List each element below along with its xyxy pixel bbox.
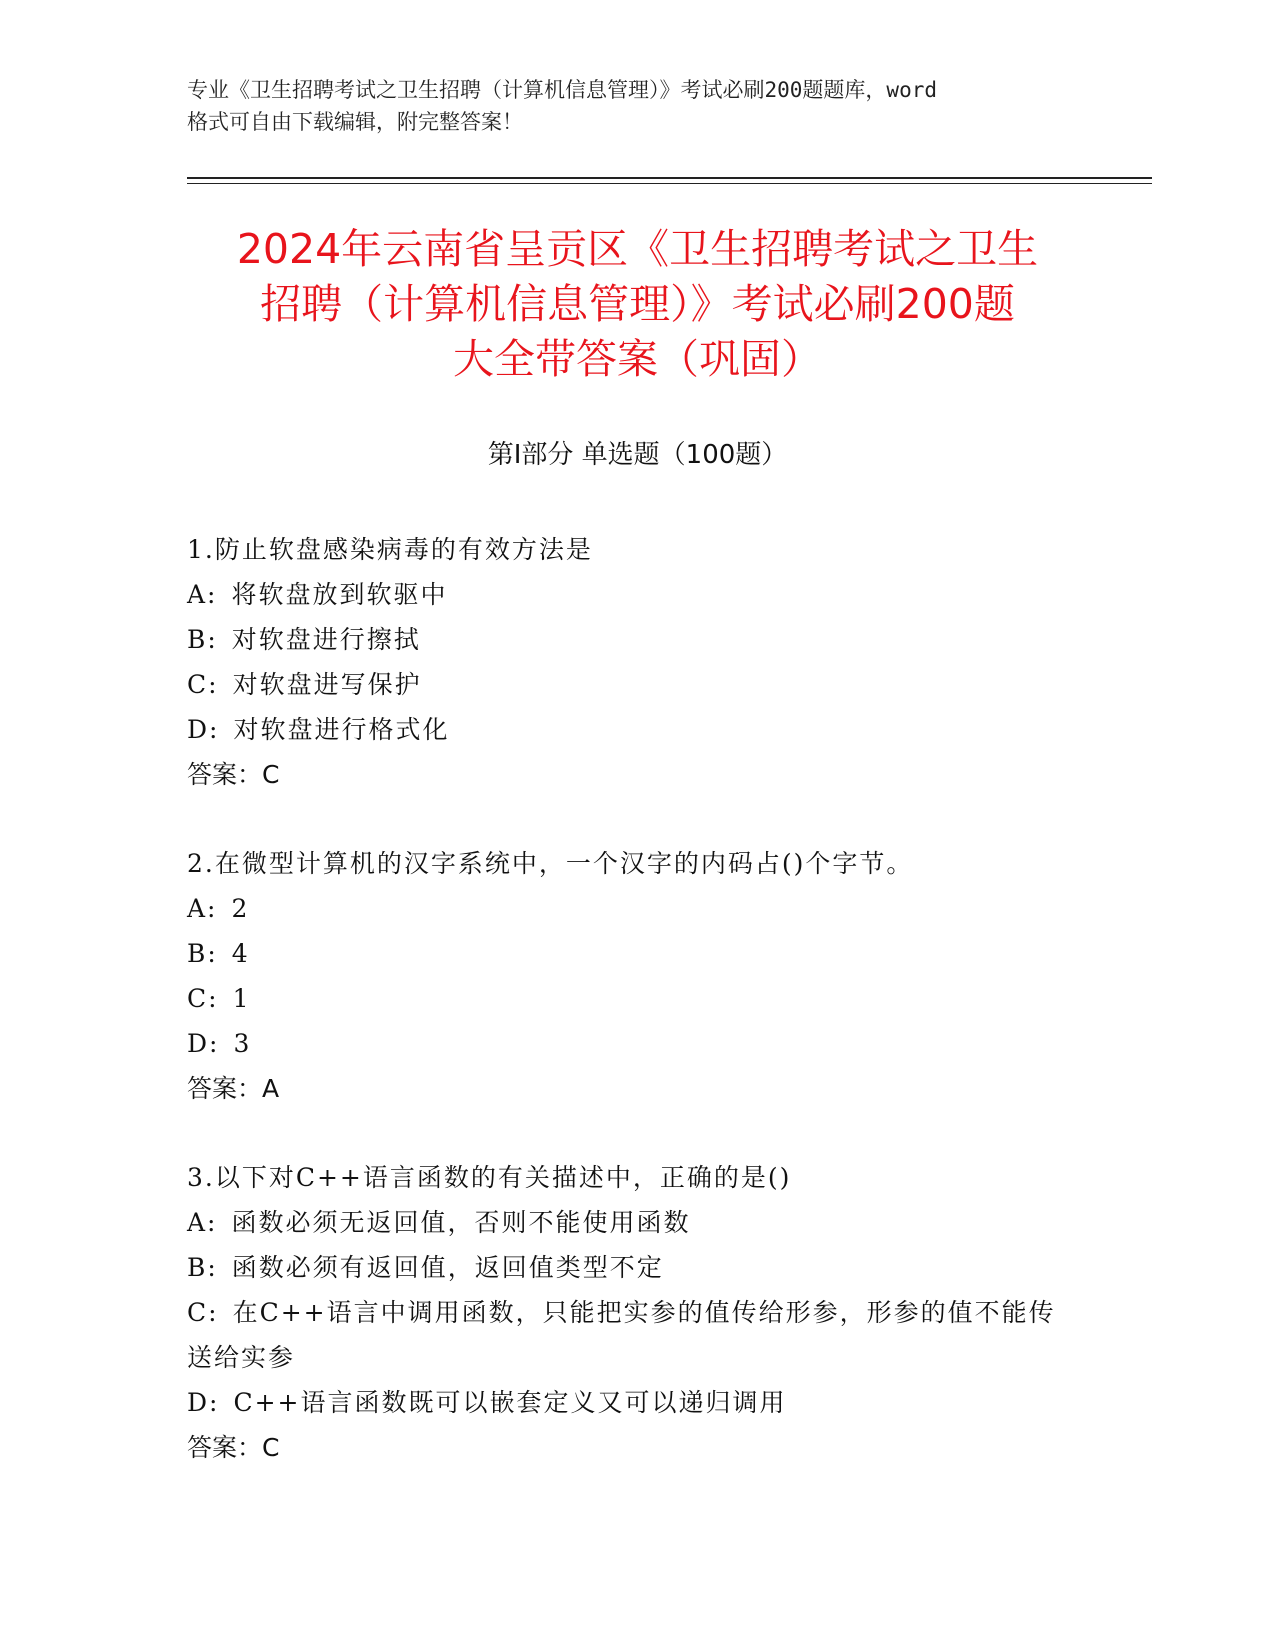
option-key: C: xyxy=(187,984,219,1013)
option-key: B: xyxy=(187,939,218,968)
document-title-line-2: 招聘（计算机信息管理）》考试必刷200题 xyxy=(260,280,1015,328)
answer-label: 答案： xyxy=(187,760,263,789)
answer-label: 答案： xyxy=(187,1433,263,1462)
question-list xyxy=(187,527,1067,1514)
option-text: C++语言函数既可以嵌套定义又可以递归调用 xyxy=(233,1388,787,1417)
option-text: 2 xyxy=(231,894,250,923)
option-text: 函数必须有返回值，返回值类型不定 xyxy=(231,1253,664,1282)
question-3 xyxy=(187,1155,1067,1470)
option-key: C: xyxy=(187,670,219,699)
option-text: 对软盘进行擦拭 xyxy=(231,625,421,654)
document-title-line-3: 大全带答案（巩固） xyxy=(453,335,822,383)
answer-line xyxy=(187,1066,1067,1111)
option-a xyxy=(187,572,1067,617)
answer-line xyxy=(187,752,1067,797)
question-stem: 3.以下对C++语言函数的有关描述中，正确的是() xyxy=(187,1163,792,1192)
option-a xyxy=(187,886,1067,931)
option-d xyxy=(187,1380,1067,1425)
option-b xyxy=(187,617,1067,662)
option-key: B: xyxy=(187,1253,218,1282)
header-note-line-2: 格式可自由下载编辑，附完整答案！ xyxy=(187,110,523,134)
header-divider-thin xyxy=(187,183,1152,184)
option-text: 1 xyxy=(232,984,251,1013)
option-key: A: xyxy=(187,580,218,609)
option-b xyxy=(187,931,1067,976)
option-key: C: xyxy=(187,1298,219,1327)
option-text: 对软盘进写保护 xyxy=(232,670,422,699)
header-note xyxy=(187,74,1087,138)
option-c xyxy=(187,1290,1067,1380)
option-d xyxy=(187,707,1067,752)
header-divider-thick xyxy=(187,177,1152,179)
answer-line xyxy=(187,1425,1067,1470)
section-heading: 第Ⅰ部分 单选题（100题） xyxy=(487,440,788,470)
option-text: 对软盘进行格式化 xyxy=(233,715,450,744)
question-stem: 2.在微型计算机的汉字系统中，一个汉字的内码占()个字节。 xyxy=(187,849,914,878)
document-title-line-1: 2024年云南省呈贡区《卫生招聘考试之卫生 xyxy=(236,225,1039,273)
option-key: A: xyxy=(187,1208,218,1237)
answer-value: A xyxy=(262,1074,280,1103)
option-key: B: xyxy=(187,625,218,654)
option-d xyxy=(187,1021,1067,1066)
option-key: D: xyxy=(187,1388,220,1417)
option-text: 将软盘放到软驱中 xyxy=(231,580,448,609)
option-key: D: xyxy=(187,715,220,744)
option-text: 在C++语言中调用函数，只能把实参的值传给形参，形参的值不能传送给实参 xyxy=(187,1298,1056,1372)
question-2 xyxy=(187,841,1067,1111)
answer-label: 答案： xyxy=(187,1074,263,1103)
option-text: 3 xyxy=(233,1029,252,1058)
document-title xyxy=(160,222,1115,387)
question-stem: 1.防止软盘感染病毒的有效方法是 xyxy=(187,535,593,564)
question-1 xyxy=(187,527,1067,797)
option-c xyxy=(187,976,1067,1021)
header-note-line-1: 专业《卫生招聘考试之卫生招聘（计算机信息管理）》考试必刷200题题库，word xyxy=(187,78,937,102)
option-key: D: xyxy=(187,1029,220,1058)
option-a xyxy=(187,1200,1067,1245)
answer-value: C xyxy=(262,760,280,789)
option-key: A: xyxy=(187,894,218,923)
option-c xyxy=(187,662,1067,707)
option-b xyxy=(187,1245,1067,1290)
answer-value: C xyxy=(262,1433,280,1462)
option-text: 函数必须无返回值，否则不能使用函数 xyxy=(231,1208,691,1237)
option-text: 4 xyxy=(231,939,250,968)
